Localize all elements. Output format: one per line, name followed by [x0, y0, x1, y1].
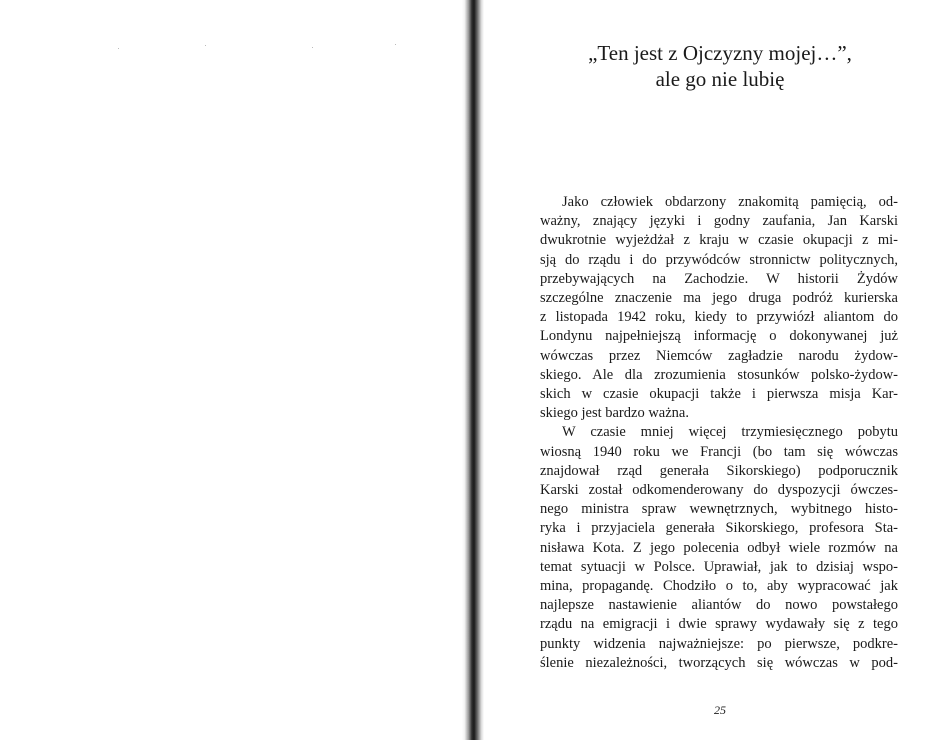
text-line: temat sytuacji w Polsce. Uprawiał, jak to dzisiaj wspo-	[540, 558, 898, 575]
text-line: sją do rządu i do przywódców stronnictw politycznych,	[540, 251, 898, 268]
text-line: przebywających na Zachodzie. W historii Żydów	[540, 270, 898, 287]
paragraph-1	[540, 193, 898, 423]
text-line: punkty widzenia najważniejsze: po pierwsze, podkre-	[540, 635, 898, 652]
paper-speck	[312, 47, 313, 48]
text-line: skiego jest bardzo ważna.	[540, 405, 689, 422]
text-line: najlepsze nastawienie aliantów do nowo powstałego	[540, 597, 898, 614]
text-line: rządu na emigracji i dwie sprawy wydawały się z tego	[540, 616, 898, 633]
text-line: ślenie niezależności, tworzących się wówczas w pod-	[540, 654, 898, 671]
text-line: Londynu najpełniejszą informację o dokonywanej już	[540, 328, 898, 345]
text-line: wiosną 1940 roku we Francji (bo tam się wówczas	[540, 443, 898, 460]
page-number: 25	[714, 703, 726, 717]
text-line: znajdował rząd generała Sikorskiego) podporucznik	[540, 462, 898, 479]
text-line: dwukrotnie wyjeżdżał z kraju w czasie okupacji z mi-	[540, 232, 898, 249]
body-text	[540, 193, 898, 673]
text-line: skiego. Ale dla zrozumienia stosunków polsko-żydow-	[540, 366, 898, 383]
chapter-title-line-1: „Ten jest z Ojczyzny mojej…”,	[588, 41, 852, 65]
text-line: Karski został odkomenderowany do dyspozycji ówczes-	[540, 482, 898, 499]
book-gutter	[462, 0, 484, 740]
text-line: nego ministra spraw wewnętrznych, wybitnego histo-	[540, 501, 898, 518]
text-line: Jako człowiek obdarzony znakomitą pamięcią, od-	[562, 194, 898, 210]
text-line: szczególne znaczenie ma jego druga podróż kurierska	[540, 290, 898, 307]
text-line: wówczas przez Niemców zagładzie narodu żydow-	[540, 347, 898, 364]
text-line: skich w czasie okupacji także i pierwsza misja Kar-	[540, 386, 898, 403]
text-line: W czasie mniej więcej trzymiesięcznego pobytu	[562, 424, 898, 441]
text-line: z listopada 1942 roku, kiedy to przywiózł aliantom do	[540, 309, 898, 326]
text-line: nisława Kota. Z jego polecenia odbył wiele rozmów na	[540, 539, 898, 556]
paragraph-2	[540, 423, 898, 673]
text-line: ważny, znający języki i godny zaufania, Jan Karski	[540, 213, 898, 230]
paper-speck	[205, 45, 206, 46]
paper-speck	[118, 48, 119, 49]
chapter-title	[560, 40, 880, 92]
left-page-blank	[0, 0, 468, 740]
paper-speck	[395, 44, 396, 45]
text-line: mina, propagandę. Chodziło o to, aby wypracować jak	[540, 578, 898, 595]
text-line: ryka i przyjaciela generała Sikorskiego, profesora Sta-	[540, 520, 898, 537]
chapter-title-line-2: ale go nie lubię	[655, 67, 785, 91]
